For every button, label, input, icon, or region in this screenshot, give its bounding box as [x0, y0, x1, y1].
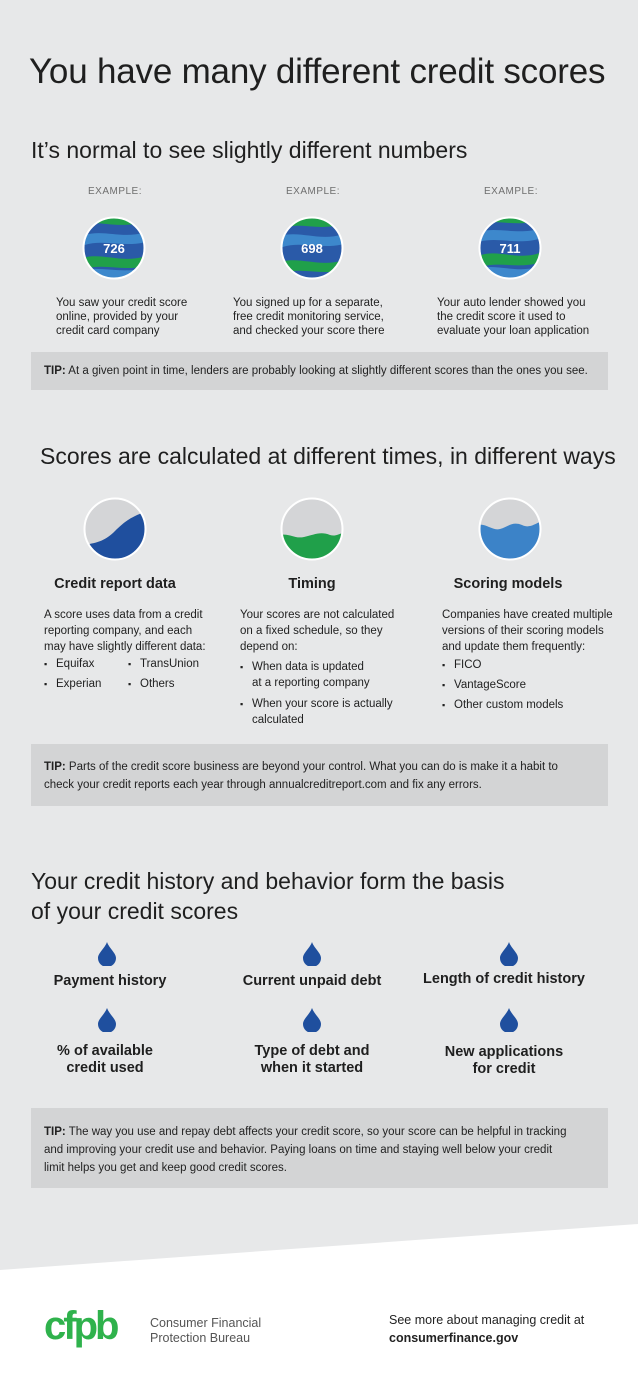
org-name: Consumer Financial Protection Bureau: [150, 1316, 262, 1345]
list-item: ▪ VantageScore: [442, 678, 563, 692]
column-title: Credit report data: [54, 576, 176, 592]
footer-info: [389, 1311, 584, 1347]
example-description: You saw your credit score online, provided by your credit card company: [56, 297, 188, 337]
tip-label: TIP:: [44, 761, 66, 773]
tip-box: [31, 352, 608, 390]
score-value: 711: [499, 241, 521, 256]
bullet-list: [128, 657, 199, 691]
scoring-models-icon: [478, 497, 542, 561]
tip-text: check your credit reports each year through annualcreditreport.com and fix any errors.: [44, 779, 482, 791]
section2-heading: Scores are calculated at different times, in different ways: [40, 443, 616, 469]
example-description: Your auto lender showed you the credit score it used to evaluate your loan application: [437, 297, 590, 337]
column-title: Scoring models: [453, 576, 563, 592]
tip-text: The way you use and repay debt affects your credit score, so your score can be helpful in tracking: [65, 1126, 567, 1138]
factor-label: Type of debt and when it started: [254, 1043, 370, 1076]
tip-text: and improving your credit use and behavior. Paying loans on time and staying well below your credit: [44, 1144, 553, 1156]
list-item: ▪ Equifax: [44, 657, 101, 671]
factor-label: Current unpaid debt: [242, 973, 382, 989]
list-item: ▪ When your score is actually calculated: [240, 696, 393, 728]
example-label: EXAMPLE:: [87, 186, 143, 197]
drop-icon: [303, 1008, 321, 1032]
bullet-list: [240, 659, 393, 728]
list-item: ▪ FICO: [442, 658, 563, 672]
bullet-list: [44, 657, 101, 691]
drop-icon: [500, 1008, 518, 1032]
score-badge: [280, 216, 344, 280]
list-item: ▪ TransUnion: [128, 657, 199, 671]
score-badge: [478, 216, 542, 280]
tip-label: TIP:: [44, 1126, 66, 1138]
score-value: 698: [301, 241, 323, 256]
list-item: ▪ When data is updated at a reporting company: [240, 659, 393, 691]
example-label: EXAMPLE:: [483, 186, 539, 197]
tip-box: [31, 744, 608, 806]
tip-label: TIP:: [44, 365, 66, 377]
page-title: You have many different credit scores: [29, 52, 606, 91]
score-value: 726: [103, 241, 125, 256]
example-label: EXAMPLE:: [285, 186, 341, 197]
factor-label: % of available credit used: [57, 1043, 153, 1076]
logo-text: cfpb: [44, 1304, 117, 1348]
list-item: ▪ Experian: [44, 677, 101, 691]
column-description: A score uses data from a credit reporting company, and each may have slightly different data:: [44, 609, 206, 653]
list-item: ▪ Other custom models: [442, 698, 563, 712]
column-title: Timing: [288, 576, 336, 592]
drop-icon: [303, 942, 321, 966]
bullet-list: [442, 658, 563, 712]
tip-box: [31, 1108, 608, 1188]
example-description: You signed up for a separate, free credit monitoring service, and checked your score there: [233, 297, 385, 337]
factor-label: New applications for credit: [444, 1044, 564, 1077]
section1-heading: It’s normal to see slightly different numbers: [31, 137, 468, 163]
factor-label: Length of credit history: [423, 971, 585, 987]
footer-more-text: See more about managing credit at: [389, 1313, 585, 1327]
cfpb-logo: [44, 1303, 140, 1353]
timing-icon: [280, 497, 344, 561]
section3-heading: Your credit history and behavior form the basis of your credit scores: [31, 868, 505, 924]
tip-text: At a given point in time, lenders are probably looking at slightly different scores than the ones you see.: [65, 365, 588, 377]
footer-divider: [0, 1220, 638, 1280]
drop-icon: [98, 1008, 116, 1032]
factor-label: Payment history: [53, 973, 167, 989]
column-description: Companies have created multiple versions of their scoring models and update them frequently:: [442, 609, 613, 653]
drop-icon: [500, 942, 518, 966]
score-badge: [82, 216, 146, 280]
footer-link[interactable]: consumerfinance.gov: [389, 1331, 519, 1345]
tip-text: limit helps you get and keep good credit scores.: [44, 1162, 287, 1174]
tip-text: Parts of the credit score business are beyond your control. What you can do is make it a habit to: [65, 761, 558, 773]
drop-icon: [98, 942, 116, 966]
list-item: ▪ Others: [128, 677, 199, 691]
column-description: Your scores are not calculated on a fixed schedule, so they depend on:: [240, 609, 395, 653]
credit-report-icon: [83, 497, 147, 561]
